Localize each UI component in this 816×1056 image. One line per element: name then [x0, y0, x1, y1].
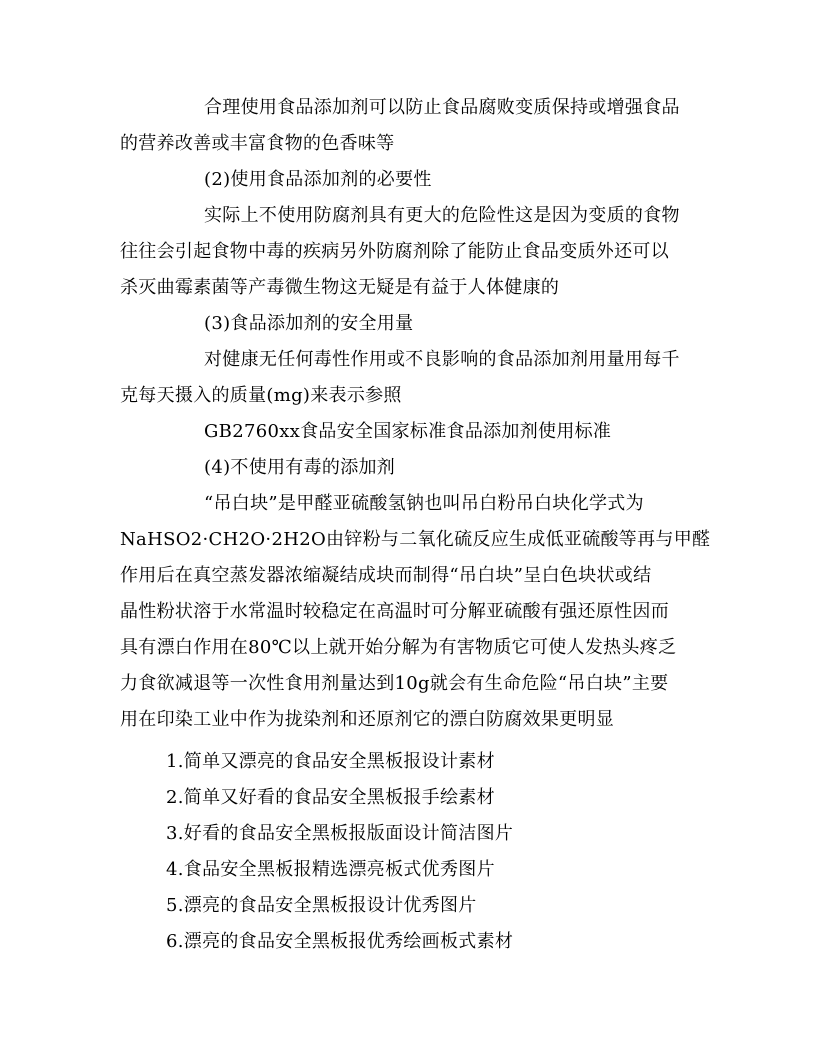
- list-item: 6.漂亮的食品安全黑板报优秀绘画板式素材: [166, 931, 514, 952]
- paragraph-line: 用在印染工业中作为拢染剂和还原剂它的漂白防腐效果更明显: [120, 709, 615, 730]
- section-heading: (3)食品添加剂的安全用量: [204, 313, 414, 334]
- paragraph-line: 的营养改善或丰富食物的色香味等: [120, 133, 395, 154]
- list-item: 5.漂亮的食品安全黑板报设计优秀图片: [166, 895, 477, 916]
- list-item: 4.食品安全黑板报精选漂亮板式优秀图片: [166, 859, 495, 880]
- paragraph-line: 合理使用食品添加剂可以防止食品腐败变质保持或增强食品: [204, 97, 680, 118]
- paragraph-line: 作用后在真空蒸发器浓缩凝结成块而制得“吊白块”呈白色块状或结: [120, 565, 652, 586]
- section-heading: (2)使用食品添加剂的必要性: [204, 169, 432, 190]
- paragraph-line: GB2760xx食品安全国家标准食品添加剂使用标准: [204, 421, 612, 442]
- list-item: 1.简单又漂亮的食品安全黑板报设计素材: [166, 751, 495, 772]
- paragraph-line: 晶性粉状溶于水常温时较稳定在高温时可分解亚硫酸有强还原性因而: [120, 601, 669, 622]
- paragraph-line: 杀灭曲霉素菌等产毒微生物这无疑是有益于人体健康的: [120, 277, 560, 298]
- list-item: 2.简单又好看的食品安全黑板报手绘素材: [166, 787, 495, 808]
- section-heading: (4)不使用有毒的添加剂: [204, 457, 396, 478]
- paragraph-line: 具有漂白作用在80℃以上就开始分解为有害物质它可使人发热头疼乏: [120, 637, 677, 658]
- paragraph-line: 力食欲减退等一次性食用剂量达到10g就会有生命危险“吊白块”主要: [120, 673, 669, 694]
- paragraph-line: 往往会引起食物中毒的疾病另外防腐剂除了能防止食品变质外还可以: [120, 241, 669, 262]
- paragraph-line: NaHSO2·CH2O·2H2O由锌粉与二氧化硫反应生成低亚硫酸等再与甲醛: [120, 529, 711, 550]
- paragraph-line: “吊白块”是甲醛亚硫酸氢钠也叫吊白粉吊白块化学式为: [204, 493, 644, 514]
- paragraph-line: 克每天摄入的质量(mg)来表示参照: [120, 385, 402, 406]
- paragraph-line: 实际上不使用防腐剂具有更大的危险性这是因为变质的食物: [204, 205, 680, 226]
- list-item: 3.好看的食品安全黑板报版面设计简洁图片: [166, 823, 514, 844]
- paragraph-line: 对健康无任何毒性作用或不良影响的食品添加剂用量用每千: [204, 349, 680, 370]
